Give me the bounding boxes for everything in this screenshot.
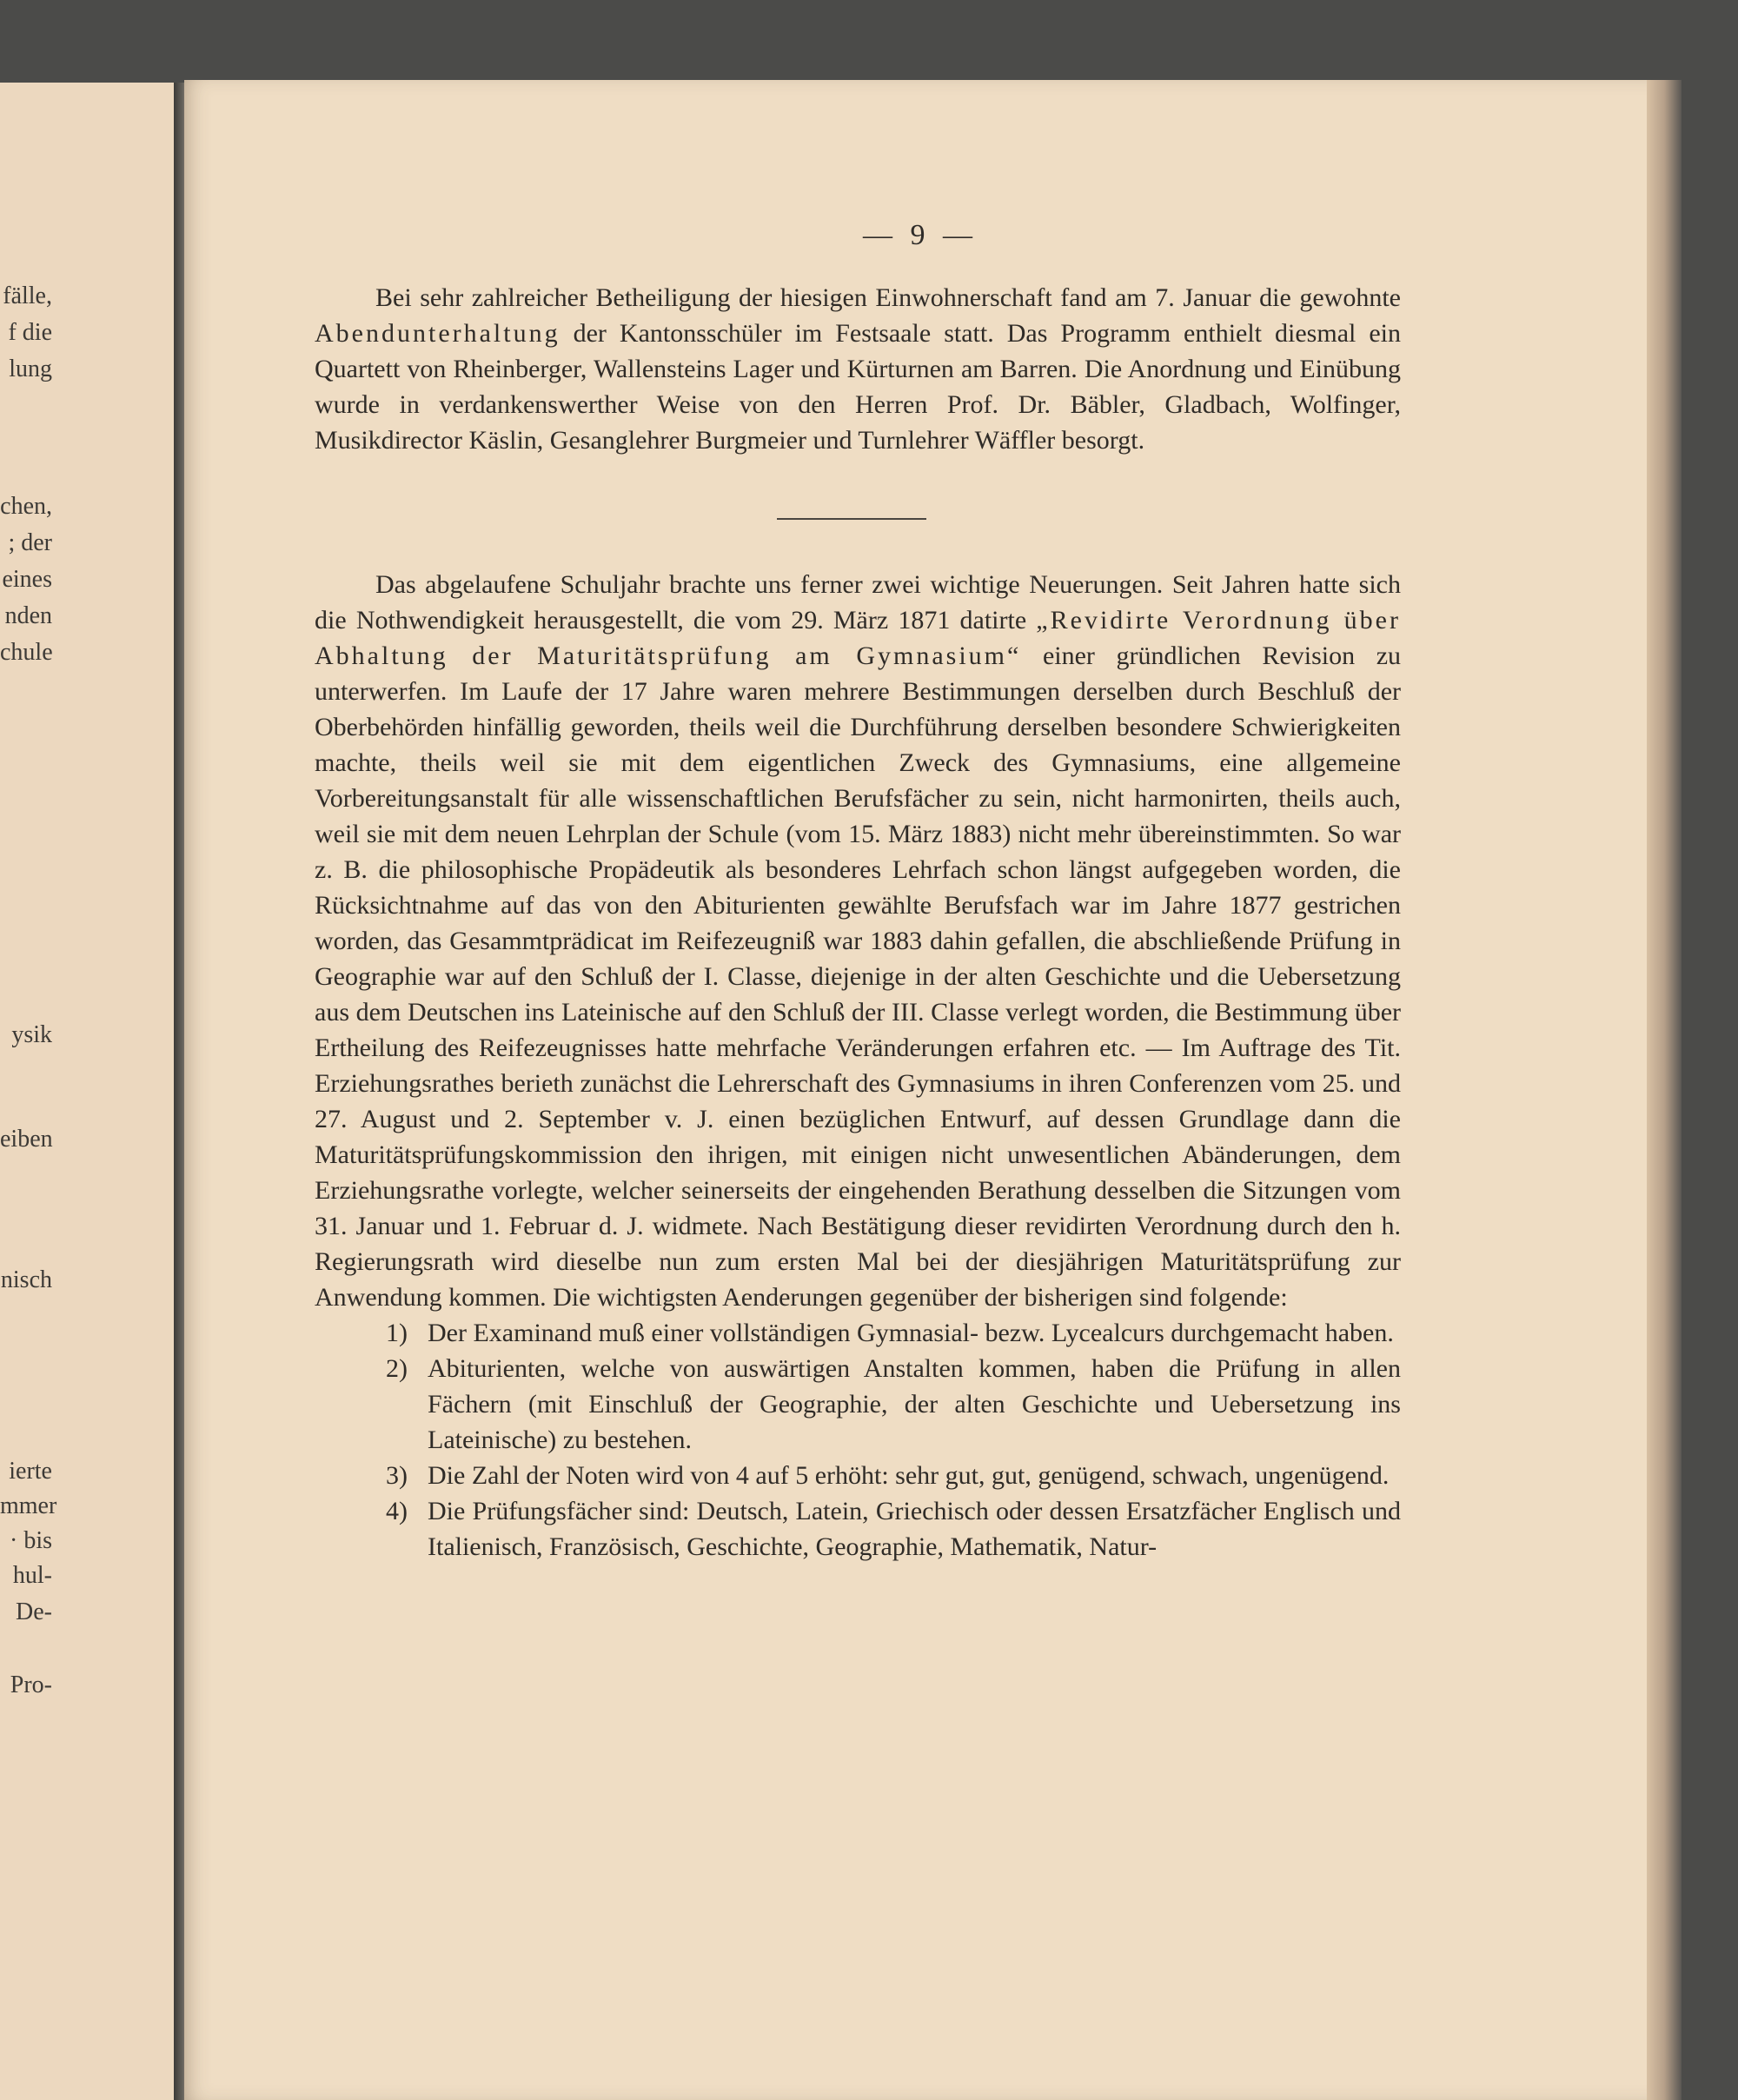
paragraph-school-year — [315, 567, 1401, 1565]
left-margin-fragment: ysik — [11, 1021, 52, 1048]
left-margin-fragment: mmer — [0, 1492, 57, 1519]
list-item-text: Abiturienten, welche von auswärtigen Anstalten kommen, haben die Prüfung in allen Fächern (mit Einschluß der Geographie, der alten Geschichte und Uebersetzung ins Lateinische) zu bestehen. — [428, 1354, 1401, 1454]
list-item — [315, 1458, 1401, 1493]
list-item-text: Der Examinand muß einer vollständigen Gymnasial- bezw. Lycealcurs durchgemacht haben. — [428, 1319, 1394, 1347]
para1-text-post: der Kantonsschüler im Festsaale statt. Das Programm enthielt diesmal ein Quartett von Rheinberger, Wallensteins Lager und Kürturnen am Barren. Die Anordnung und Einübung wurde in verdankenswerther Weise von den Herren Prof. Dr. Bäbler, Gladbach, Wolfinger, Musikdirector Käslin, Gesanglehrer Burgmeier und Turnlehrer Wäffler besorgt. — [315, 319, 1401, 455]
left-margin-fragment: hul- — [12, 1562, 52, 1589]
para1-text-pre: Bei sehr zahlreicher Betheiligung der hiesigen Einwohnerschaft fand am 7. Januar die gewohnte — [375, 283, 1401, 312]
section-divider — [777, 518, 926, 520]
list-item-number: 2) — [386, 1354, 408, 1383]
left-margin-fragment: chen, — [0, 493, 52, 520]
para2-text-post: einer gründlichen Revision zu unterwerfen. Im Laufe der 17 Jahre waren mehrere Bestimmungen derselben durch Beschluß der Oberbehörden hinfällig geworden, theils weil die Durchführung derselben besondere Schwierigkeiten machte, theils weil sie mit dem eigentlichen Zweck des Gymnasiums, eine allgemeine Vorbereitungsanstalt für alle wissenschaftlichen Berufsfächer zu sein, nicht harmonirten, theils auch, weil sie mit dem neuen Lehrplan der Schule (vom 15. März 1883) nicht mehr übereinstimmten. So war z. B. die philosophische Propädeutik als besonderes Lehrfach schon längst aufgegeben worden, die Rücksichtnahme auf das von den Abiturienten gewählte Berufsfach war im Jahre 1877 gestrichen worden, das Gesammtprädicat im Reifezeugniß war 1883 dahin gefallen, die abschließende Prüfung in Geographie war auf den Schluß der I. Classe, diejenige in der alten Geschichte und die Uebersetzung aus dem Deutschen ins Lateinische auf den Schluß der III. Classe verlegt worden, die Bestimmung über Ertheilung des Reifezeugnisses hatte mehrfache Veränderungen erfahren etc. — Im Auftrage des Tit. Erziehungsrathes berieth zunächst die Lehrerschaft des Gymnasiums in ihren Conferenzen vom 25. und 27. August und 2. September v. J. einen bezüglichen Entwurf, auf dessen Grundlage dann die Maturitätsprüfungskommission den ihrigen, mit einigen nicht unwesentlichen Abänderungen, dem Erziehungsrathe vorlegte, welcher seinerseits der eingehenden Berathung desselben die Sitzungen vom 31. Januar und 1. Februar d. J. widmete. Nach Bestätigung dieser revidirten Verordnung durch den h. Regierungsrath wird dieselbe nun zum ersten Mal bei der diesjährigen Maturitätsprüfung zur Anwendung kommen. Die wichtigsten Aenderungen gegenüber der bisherigen sind folgende: — [315, 641, 1402, 1312]
left-margin-fragment: eiben — [0, 1126, 53, 1153]
left-margin-fragment: · bis — [10, 1527, 52, 1554]
list-item — [315, 1351, 1401, 1458]
page-number: — 9 — — [863, 219, 978, 251]
left-margin-fragment: f die — [8, 319, 52, 346]
changes-list — [315, 1315, 1401, 1565]
right-page — [184, 80, 1656, 2100]
para2-spaced-title: „Revidirte Verordnung über Abhaltung der Maturitätsprüfung am Gymnasium“ — [315, 606, 1401, 670]
left-margin-fragment: ; der — [8, 529, 52, 556]
list-item-number: 3) — [386, 1461, 408, 1490]
left-margin-fragment: lung — [9, 356, 52, 382]
page-edge — [1647, 80, 1682, 2100]
list-item-number: 1) — [386, 1319, 408, 1347]
left-margin-fragment: chule — [0, 639, 53, 666]
list-item-text: Die Zahl der Noten wird von 4 auf 5 erhöht: sehr gut, gut, genügend, schwach, ungenügend. — [428, 1461, 1390, 1490]
para1-spaced-term: Abendunterhaltung — [315, 319, 561, 348]
left-page — [0, 83, 177, 2100]
left-margin-fragment: De- — [16, 1598, 52, 1625]
left-margin-fragment: nisch — [0, 1266, 52, 1293]
left-margin-fragment: Pro- — [10, 1671, 52, 1698]
list-item-number: 4) — [386, 1497, 408, 1525]
left-margin-fragment: ierte — [9, 1458, 52, 1485]
paragraph-evening-entertainment — [315, 280, 1401, 458]
list-item-text: Die Prüfungsfächer sind: Deutsch, Latein, Griechisch oder dessen Ersatzfächer Englisch und Italienisch, Französisch, Geschichte, Geographie, Mathematik, Natur- — [428, 1497, 1401, 1561]
para2-text-pre: Das abgelaufene Schuljahr brachte uns ferner zwei wichtige Neuerungen. Seit Jahren hatte sich die Nothwendigkeit herausgestellt, die vom 29. März 1871 datirte — [315, 570, 1401, 635]
list-item — [315, 1315, 1401, 1351]
list-item — [315, 1493, 1401, 1565]
left-margin-fragment: eines — [2, 566, 52, 593]
left-margin-fragment: fälle, — [3, 282, 52, 309]
left-margin-fragment: nden — [4, 602, 52, 629]
